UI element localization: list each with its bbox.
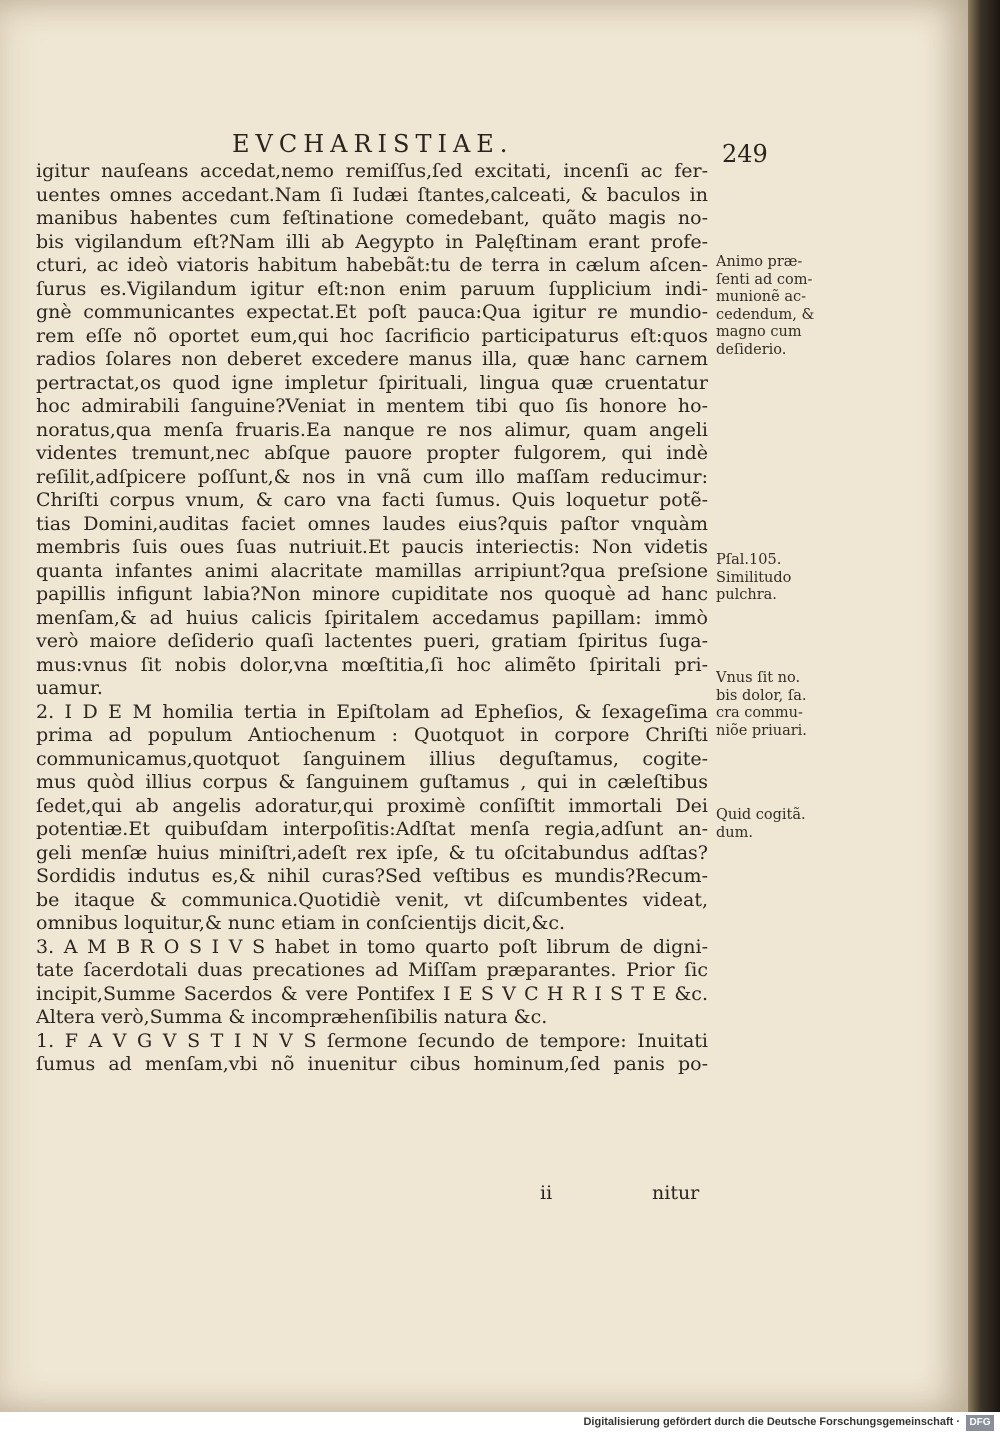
margin-note-animo [716, 254, 826, 359]
text-line: potentiæ.Et quibuſdam interpoſitis:Adſtat menſa regia,adſunt an- [36, 818, 708, 840]
text-line: Altera verò,Summa & incompræhenſibilis natura &c. [36, 1006, 548, 1028]
text-line: ſumus ad menſam,vbi nõ inuenitur cibus hominum,ſed panis po- [36, 1053, 708, 1075]
text-line: papillis infigunt labia?Non minore cupiditate nos quoquè ad hanc [36, 583, 708, 605]
margin-note-line: deſiderio. [716, 341, 787, 358]
text-line: igitur nauſeans accedat,nemo remiſſus,ſed excitati, incenſi ac fer- [36, 160, 708, 182]
running-title: EVCHARISTIAE. [232, 130, 514, 158]
margin-note-line: pulchra. [716, 587, 777, 603]
text-line: videntes tremunt,nec abſque pauore propter fulgorem, qui indè [36, 442, 708, 464]
margin-note-line: munionẽ ac- [716, 289, 806, 305]
text-line: manibus habentes cum feſtinatione comedebant, quãto magis no- [36, 207, 708, 229]
margin-note-quid [716, 807, 826, 842]
text-line: hoc admirabili ſanguine?Veniat in mentem tibi quo ſis honore ho- [36, 395, 708, 417]
text-line: Sordidis indutus es,& nihil curas?Sed veſtibus es mundis?Recum- [36, 865, 708, 887]
text-line: menſam,& ad huius calicis ſpiritalem accedamus papillam: immò [36, 606, 708, 629]
margin-note-line: Animo præ- [716, 254, 803, 270]
dfg-banner-text: Digitalisierung gefördert durch die Deutsche Forschungsgemeinschaft · [583, 1416, 960, 1428]
margin-note-line: Quid cogitã. [716, 807, 806, 823]
text-line: mus quòd illius corpus & ſanguinem guſtamus , qui in cæleſtibus [36, 771, 708, 793]
signature-mark: ii [540, 1182, 553, 1204]
text-line: ſurus es.Vigilandum igitur eſt:non enim paruum ſupplicium indi- [36, 277, 708, 300]
text-line: reſilit,adſpicere poſſunt,& nos in vnã cum illo maſſam reducimur: [36, 465, 708, 488]
dfg-banner [0, 1412, 1000, 1435]
text-line: be itaque & communica.Quotidiè venit, vt diſcumbentes videat, [36, 888, 708, 911]
text-line: membris ſuis oues ſuas nutriuit.Et paucis interiectis: Non videtis [36, 536, 708, 558]
margin-note-line: bis dolor, ſa. [716, 687, 807, 704]
text-line: mus:vnus ſit nobis dolor,vna mœſtitia,ſi hoc alimẽto ſpiritali pri- [36, 653, 708, 676]
text-line: uamur. [36, 677, 103, 699]
text-line: communicamus,quotquot ſanguinem illius deguſtamus, cogite- [36, 747, 708, 770]
text-line: verò maiore deſiderio quaſi lactentes pueri, gratiam ſpiritus ſuga- [36, 630, 708, 652]
text-line: cturi, ac ideò viatoris habitum habebãt:tu de terra in cælum aſcen- [36, 254, 708, 276]
text-line: 2. I D E M homilia tertia in Epiſtolam ad Epheſios, & ſexageſima [36, 700, 708, 723]
text-line: noratus,qua menſa fruaris.Ea nanque re nos alimur, quam angeli [36, 418, 708, 441]
margin-note-line: ſenti ad com- [716, 271, 813, 288]
margin-note-vnus [716, 670, 826, 740]
text-line: ſedet,qui ab angelis adoratur,qui proximè conſiſtit immortali Dei [36, 794, 708, 817]
book-spine-edge [968, 0, 1000, 1412]
text-line: Chriſti corpus vnum, & caro vna facti ſumus. Quis loquetur potẽ- [36, 489, 708, 511]
dfg-logo-icon: DFG [966, 1415, 994, 1431]
text-line: 3. A M B R O S I V S habet in tomo quarto poſt librum de digni- [36, 935, 708, 958]
margin-note-line: niõe priuari. [716, 722, 807, 739]
margin-note-line: cedendum, & [716, 306, 815, 323]
text-line: incipit,Summe Sacerdos & vere Pontifex I E S V C H R I S T E &c. [36, 982, 708, 1005]
body-text [36, 160, 708, 1077]
margin-note-psalm [716, 552, 826, 605]
text-line: tate ſacerdotali duas precationes ad Miſſam præparantes. Prior ſic [36, 959, 708, 981]
catchword: nitur [652, 1182, 700, 1204]
text-line: rem eſſe nõ oportet eum,qui hoc ſacrificio participaturus eſt:quos [36, 324, 708, 347]
text-line: omnibus loquitur,& nunc etiam in conſcientijs dicit,&c. [36, 912, 566, 934]
text-line: quanta infantes animi alacritate mamillas arripiunt?qua preſsione [36, 559, 708, 582]
text-line: pertractat,os quod igne impletur ſpirituali, lingua quæ cruentatur [36, 371, 708, 394]
text-line: 1. F A V G V S T I N V S ſermone ſecundo de tempore: Inuitati [36, 1029, 708, 1052]
text-line: uentes omnes accedant.Nam ſi Iudæi ſtantes,calceati, & baculos in [36, 183, 708, 206]
text-line: gnè communicantes expectat.Et poſt pauca:Qua igitur re mundio- [36, 301, 708, 323]
margin-note-line: dum. [716, 824, 753, 841]
text-line: bis vigilandum eſt?Nam illi ab Aegypto in Palęſtinam erant profe- [36, 230, 708, 253]
margin-note-line: Vnus ſit no. [716, 670, 801, 686]
margin-note-line: magno cum [716, 324, 802, 340]
margin-note-line: Pſal.105. [716, 552, 782, 568]
text-line: prima ad populum Antiochenum : Quotquot in corpore Chriſti [36, 724, 708, 746]
text-line: radios ſolares non deberet excedere manus illa, quæ hanc carnem [36, 348, 708, 370]
text-line: geli menſæ huius miniſtri,adeſt rex ipſe, & tu oſcitabundus adſtas? [36, 841, 708, 864]
text-line: tias Domini,auditas faciet omnes laudes eius?quis paſtor vnquàm [36, 512, 708, 535]
margin-note-line: cra commu- [716, 705, 803, 721]
page-number: 249 [722, 140, 768, 168]
margin-note-line: Similitudo [716, 569, 792, 586]
